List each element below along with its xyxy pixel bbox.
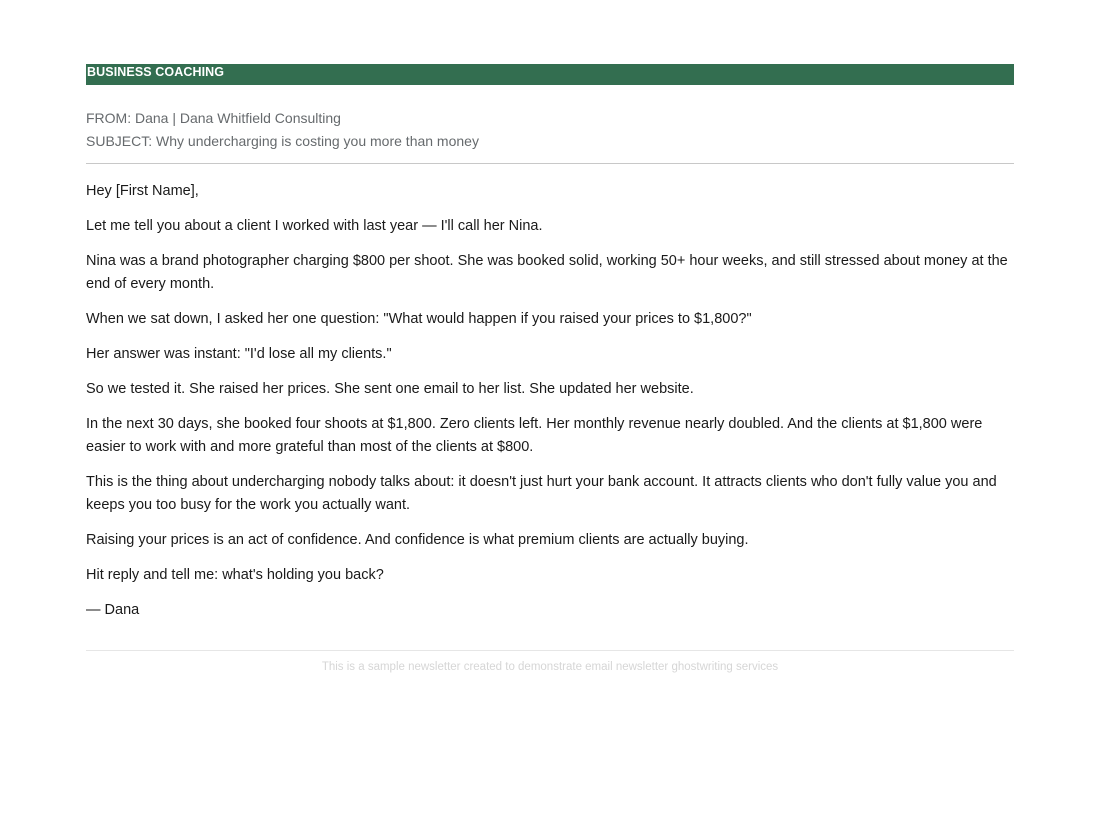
category-label: BUSINESS COACHING	[87, 65, 225, 79]
header-divider	[86, 163, 1014, 164]
signature: — Dana	[86, 602, 140, 618]
email-header	[86, 107, 1014, 153]
call-to-action: Hit reply and tell me: what's holding you back?	[86, 567, 384, 583]
greeting: Hey [First Name],	[86, 183, 199, 199]
body-paragraph: This is the thing about undercharging nobody talks about: it doesn't just hurt your bank account. It attracts clients who don't fully value you and keeps you too busy for the work you actually want.	[86, 474, 997, 513]
body-paragraph: Her answer was instant: "I'd lose all my clients."	[86, 346, 392, 362]
email-body	[86, 180, 1014, 622]
body-paragraph: So we tested it. She raised her prices. She sent one email to her list. She updated her website.	[86, 381, 694, 397]
newsletter	[86, 64, 1014, 675]
body-paragraph: Let me tell you about a client I worked with last year — I'll call her Nina.	[86, 218, 543, 234]
body-paragraph: Nina was a brand photographer charging $800 per shoot. She was booked solid, working 50+ hour weeks, and still stressed about money at the end of every month.	[86, 253, 1008, 292]
footer-divider	[86, 650, 1014, 651]
subject-line: SUBJECT: Why undercharging is costing you more than money	[86, 133, 479, 149]
body-paragraph: Raising your prices is an act of confidence. And confidence is what premium clients are actually buying.	[86, 532, 749, 548]
category-banner	[86, 64, 1014, 85]
from-line: FROM: Dana | Dana Whitfield Consulting	[86, 110, 341, 126]
body-paragraph: When we sat down, I asked her one question: "What would happen if you raised your prices to $1,800?"	[86, 311, 752, 327]
body-paragraph: In the next 30 days, she booked four shoots at $1,800. Zero clients left. Her monthly revenue nearly doubled. And the clients at $1,800 were easier to work with and more grateful than most of the clients at $800.	[86, 416, 983, 455]
footer-note: This is a sample newsletter created to demonstrate email newsletter ghostwriting services	[321, 661, 779, 673]
